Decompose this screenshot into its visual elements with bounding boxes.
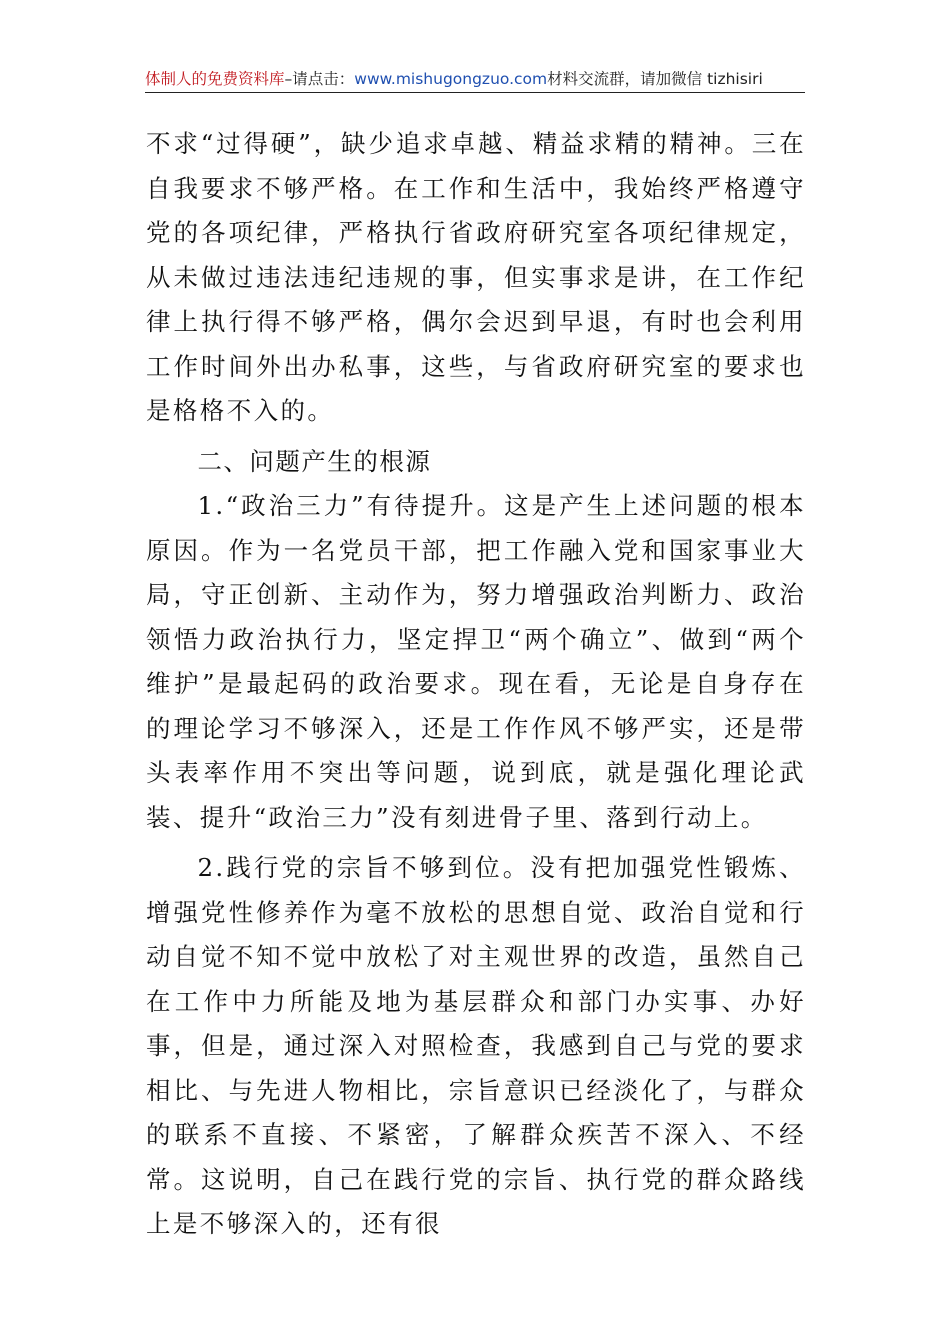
header-contact-info: 材料交流群，请加微信 tizhisiri (547, 70, 763, 88)
page-header (145, 68, 805, 93)
paragraph-2: 2.践行党的宗旨不够到位。没有把加强党性锻炼、增强党性修养作为毫不放松的思想自觉、政治自觉和行动自觉不知不觉中放松了对主观世界的改造，虽然自己在工作中力所能及地为基层群众和部门办实事、办好事，但是，通过深入对照检查，我感到自己与党的要求相比、与先进人物相比，宗旨意识已经淡化了，与群众的联系不直接、不紧密，了解群众疾苦不深入、不经常。这说明，自己在践行党的宗旨、执行党的群众路线上是不够深入的，还有很 (146, 853, 806, 1238)
header-url-link[interactable]: www.mishugongzuo.com (354, 70, 548, 88)
paragraph-continued: 不求“过得硬”，缺少追求卓越、精益求精的精神。三在自我要求不够严格。在工作和生活中，我始终严格遵守党的各项纪律，严格执行省政府研究室各项纪律规定，从未做过违法违纪违规的事，但实事求是讲，在工作纪律上执行得不够严格，偶尔会迟到早退，有时也会利用工作时间外出办私事，这些，与省政府研究室的要求也是格格不入的。 (146, 129, 806, 425)
header-click-prompt: –请点击： (284, 70, 355, 88)
section-heading: 二、问题产生的根源 (197, 446, 432, 476)
paragraph-1: 1.“政治三力”有待提升。这是产生上述问题的根本原因。作为一名党员干部，把工作融入党和国家事业大局，守正创新、主动作为，努力增强政治判断力、政治领悟力政治执行力，坚定捍卫“两个确立”、做到“两个维护”是最起码的政治要求。现在看，无论是自身存在的理论学习不够深入，还是工作作风不够严实，还是带头表率作用不突出等问题，说到底，就是强化理论武装、提升“政治三力”没有刻进骨子里、落到行动上。 (146, 491, 806, 832)
document-body (146, 122, 806, 1247)
header-brand: 体制人的免费资料库 (145, 70, 285, 88)
